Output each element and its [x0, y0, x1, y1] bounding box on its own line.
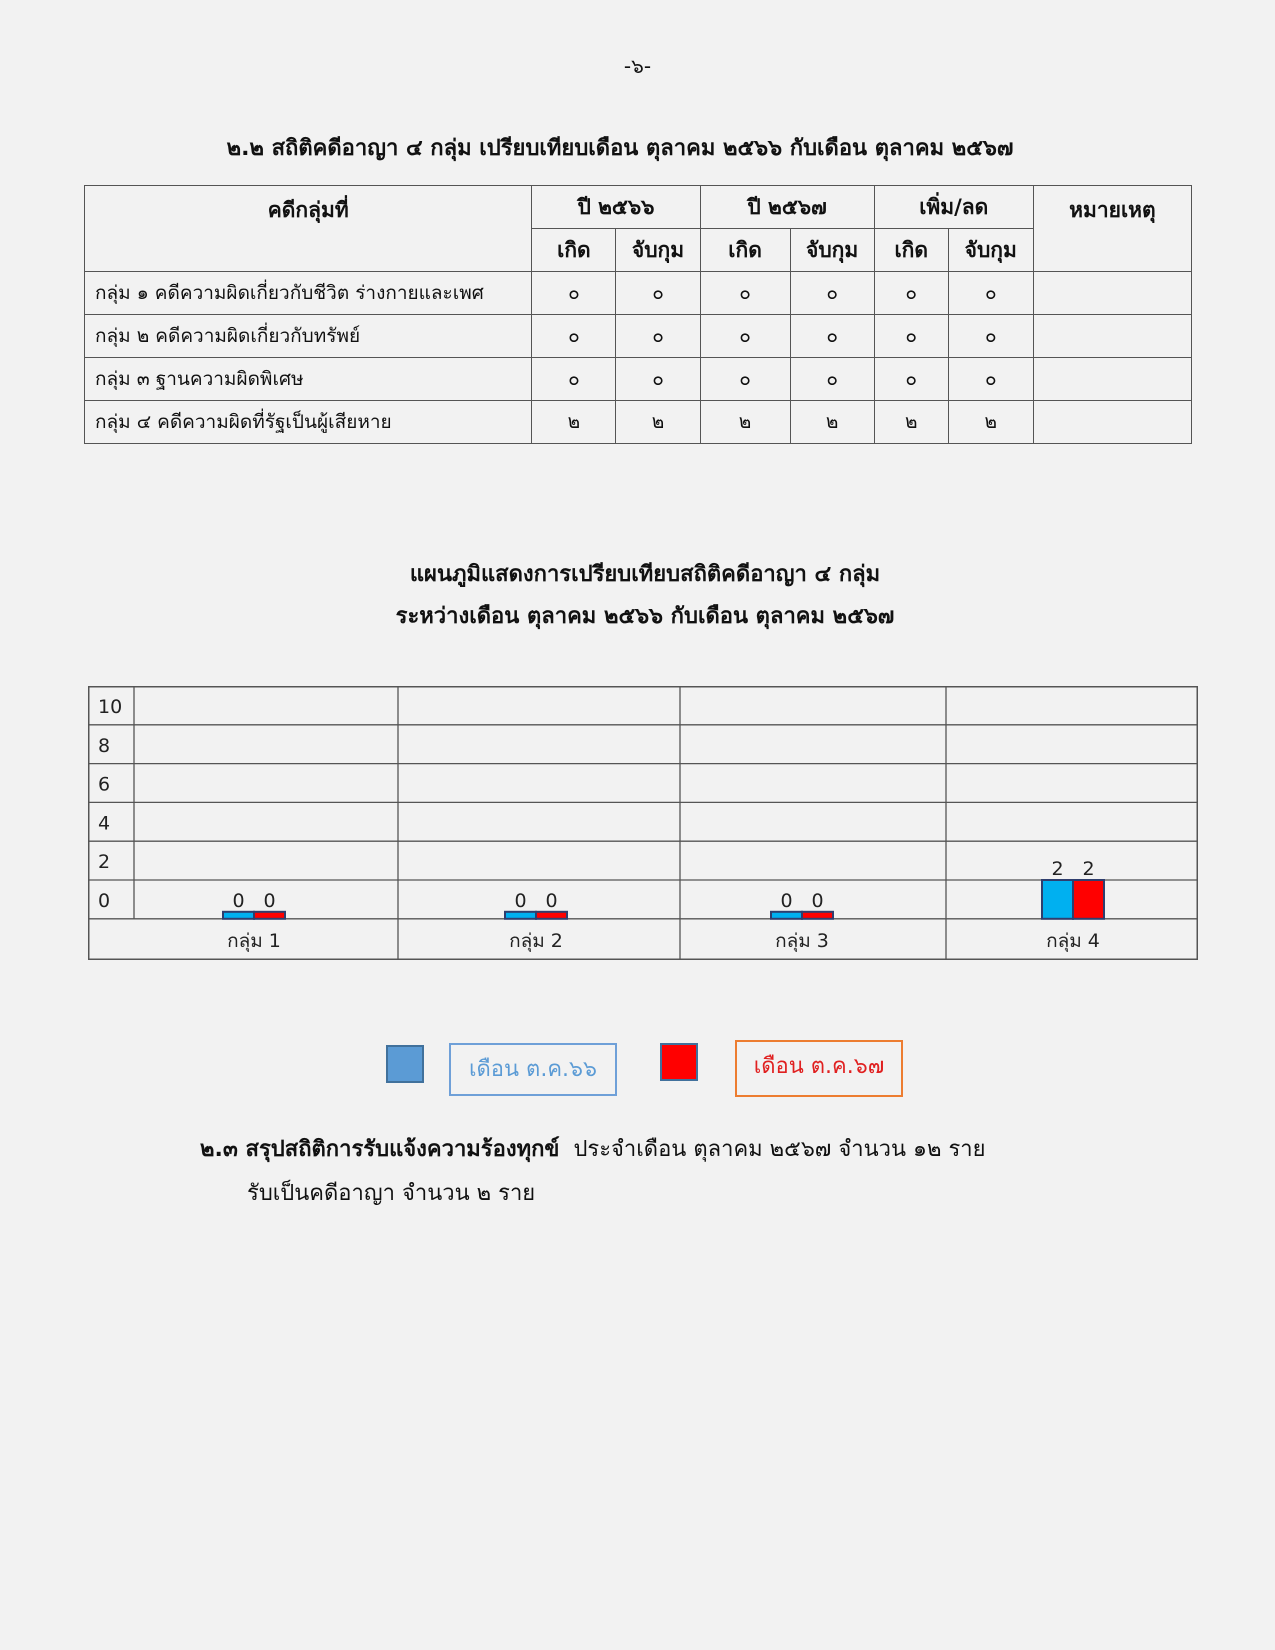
data-label: 0 — [545, 889, 558, 912]
y-tick-label: 8 — [98, 734, 111, 757]
bar-oct67 — [1073, 880, 1104, 919]
data-label: 0 — [263, 889, 276, 912]
x-tick-label: กลุ่ม 3 — [775, 929, 829, 952]
y-tick-label: 4 — [98, 812, 111, 835]
occur-change: ๒ — [874, 401, 948, 444]
occur-change: ๐ — [874, 358, 948, 401]
y-tick-label: 0 — [98, 890, 111, 912]
data-label: 0 — [811, 889, 824, 912]
arrest-2566: ๐ — [616, 272, 700, 315]
legend-swatch-oct66 — [386, 1045, 424, 1083]
arrest-2566: ๐ — [616, 358, 700, 401]
legend-swatch-oct67 — [660, 1043, 698, 1081]
subheader-occur: เกิด — [532, 229, 616, 272]
summary-section — [200, 1128, 986, 1216]
data-label: 2 — [1051, 858, 1064, 880]
bar-oct67 — [536, 912, 567, 919]
occur-2567: ๐ — [700, 315, 790, 358]
data-label: 2 — [1082, 858, 1095, 880]
subheader-occur: เกิด — [874, 229, 948, 272]
occur-2566: ๒ — [532, 401, 616, 444]
arrest-change: ๒ — [948, 401, 1033, 444]
arrest-2567: ๒ — [790, 401, 874, 444]
occur-2567: ๐ — [700, 272, 790, 315]
group-name: กลุ่ม ๔ คดีความผิดที่รัฐเป็นผู้เสียหาย — [85, 401, 532, 444]
bar-oct66 — [223, 912, 254, 919]
summary-line2: รับเป็นคดีอาญา จำนวน ๒ ราย — [247, 1181, 536, 1206]
section-title: ๒.๒ สถิติคดีอาญา ๔ กลุ่ม เปรียบเทียบเดือน ตุลาคม ๒๕๖๖ กับเดือน ตุลาคม ๒๕๖๗ — [226, 136, 1014, 161]
summary-heading: ๒.๓ สรุปสถิติการรับแจ้งความร้องทุกข์ — [200, 1137, 560, 1162]
group-name: กลุ่ม ๑ คดีความผิดเกี่ยวกับชีวิต ร่างกายและเพศ — [85, 272, 532, 315]
header-group: คดีกลุ่มที่ — [85, 186, 532, 272]
remark — [1033, 401, 1191, 444]
remark — [1033, 315, 1191, 358]
occur-2567: ๒ — [700, 401, 790, 444]
x-tick-label: กลุ่ม 2 — [509, 929, 563, 952]
data-label: 0 — [514, 889, 527, 912]
y-tick-label: 6 — [98, 773, 111, 796]
summary-line1 — [200, 1128, 986, 1172]
group-name: กลุ่ม ๒ คดีความผิดเกี่ยวกับทรัพย์ — [85, 315, 532, 358]
arrest-change: ๐ — [948, 315, 1033, 358]
arrest-2567: ๐ — [790, 272, 874, 315]
occur-2566: ๐ — [532, 315, 616, 358]
occur-change: ๐ — [874, 272, 948, 315]
occur-2566: ๐ — [532, 358, 616, 401]
x-tick-label: กลุ่ม 4 — [1046, 929, 1100, 952]
bar-chart — [88, 686, 1198, 960]
data-label: 0 — [780, 889, 793, 912]
bar-oct66 — [505, 912, 536, 919]
y-tick-label: 10 — [98, 696, 123, 718]
data-label: 0 — [232, 889, 245, 912]
table-row — [85, 401, 1192, 444]
arrest-change: ๐ — [948, 358, 1033, 401]
header-change: เพิ่ม/ลด — [874, 186, 1033, 229]
legend-label-oct66: เดือน ต.ค.๖๖ — [449, 1043, 617, 1096]
table-row — [85, 358, 1192, 401]
chart-subtitle: ระหว่างเดือน ตุลาคม ๒๕๖๖ กับเดือน ตุลาคม ๒๕๖๗ — [395, 604, 895, 629]
crime-stats-table — [84, 185, 1192, 444]
group-name: กลุ่ม ๓ ฐานความผิดพิเศษ — [85, 358, 532, 401]
summary-text: ประจำเดือน ตุลาคม ๒๕๖๗ จำนวน ๑๒ ราย — [559, 1137, 986, 1162]
table-row — [85, 315, 1192, 358]
header-remark: หมายเหตุ — [1033, 186, 1191, 272]
bar-oct67 — [802, 912, 833, 919]
header-year-2567: ปี ๒๕๖๗ — [700, 186, 874, 229]
occur-2567: ๐ — [700, 358, 790, 401]
x-tick-label: กลุ่ม 1 — [227, 929, 281, 952]
remark — [1033, 272, 1191, 315]
arrest-2567: ๐ — [790, 315, 874, 358]
subheader-arrest: จับกุม — [790, 229, 874, 272]
subheader-arrest: จับกุม — [616, 229, 700, 272]
legend-label-oct67: เดือน ต.ค.๖๗ — [735, 1040, 903, 1097]
page-number: -๖- — [623, 54, 652, 78]
arrest-2567: ๐ — [790, 358, 874, 401]
occur-2566: ๐ — [532, 272, 616, 315]
arrest-change: ๐ — [948, 272, 1033, 315]
table-row — [85, 272, 1192, 315]
occur-change: ๐ — [874, 315, 948, 358]
bar-oct66 — [771, 912, 802, 919]
arrest-2566: ๒ — [616, 401, 700, 444]
header-year-2566: ปี ๒๕๖๖ — [532, 186, 700, 229]
bar-oct67 — [254, 912, 285, 919]
chart-title: แผนภูมิแสดงการเปรียบเทียบสถิติคดีอาญา ๔ กลุ่ม — [409, 562, 881, 587]
subheader-occur: เกิด — [700, 229, 790, 272]
arrest-2566: ๐ — [616, 315, 700, 358]
bar-oct66 — [1042, 880, 1073, 919]
y-tick-label: 2 — [98, 851, 111, 874]
remark — [1033, 358, 1191, 401]
subheader-arrest: จับกุม — [948, 229, 1033, 272]
